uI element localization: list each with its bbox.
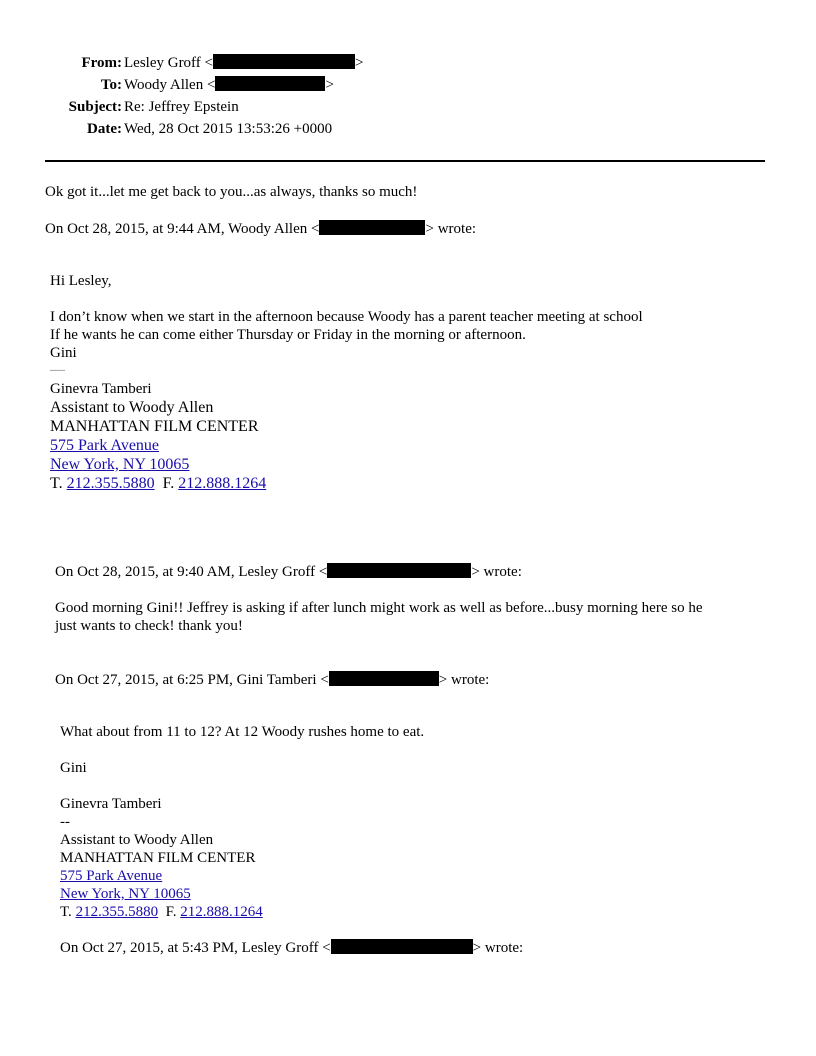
reply-body: Ok got it...let me get back to you...as always, thanks so much! — [45, 184, 418, 200]
signature-name: Ginevra Tamberi — [60, 796, 162, 812]
body-line: I don’t know when we start in the afternoon because Woody has a parent teacher meeting at school — [50, 309, 643, 325]
body-line: If he wants he can come either Thursday or Friday in the morning or afternoon. — [50, 327, 526, 343]
to-value: Woody Allen < > — [124, 77, 334, 93]
signoff: Gini — [50, 345, 77, 361]
subject-value: Re: Jeffrey Epstein — [124, 99, 239, 115]
wrote-text: wrote: — [483, 564, 522, 580]
tel-link[interactable]: 212.355.5880 — [66, 475, 155, 492]
signature-dash: -- — [60, 814, 70, 830]
subject-label: Subject: — [68, 99, 122, 115]
date-label: Date: — [87, 121, 122, 137]
fax-link[interactable]: 212.888.1264 — [180, 904, 263, 920]
date-value: Wed, 28 Oct 2015 13:53:26 +0000 — [124, 121, 333, 137]
quote-intro-text: On Oct 28, 2015, at 9:40 AM, Lesley Groff — [55, 564, 316, 580]
address-link-city[interactable]: New York, NY 10065 — [60, 886, 191, 902]
wrote-text: wrote: — [484, 940, 524, 956]
greeting: Hi Lesley, — [50, 273, 112, 289]
signature-title: Assistant to Woody Allen — [50, 399, 214, 416]
from-value: Lesley Groff < > — [124, 55, 364, 71]
signature-company: MANHATTAN FILM CENTER — [60, 850, 256, 866]
from-name: Lesley Groff — [124, 55, 201, 71]
tel-prefix: T. — [60, 904, 72, 920]
body-line: just wants to check! thank you! — [55, 618, 243, 634]
signature-name: Ginevra Tamberi — [50, 381, 152, 397]
quote-intro-2: On Oct 28, 2015, at 9:40 AM, Lesley Groff < > wrote: — [55, 564, 522, 580]
redaction-box — [213, 54, 355, 69]
wrote-text: wrote: — [437, 221, 477, 237]
signature-company: MANHATTAN FILM CENTER — [50, 418, 259, 435]
fax-link[interactable]: 212.888.1264 — [178, 475, 267, 492]
redaction-box — [319, 220, 425, 235]
quote-intro-text: On Oct 27, 2015, at 5:43 PM, Lesley Groff — [60, 940, 319, 956]
redaction-box — [327, 563, 471, 578]
signature-title: Assistant to Woody Allen — [60, 832, 214, 848]
redaction-box — [215, 76, 325, 91]
tel-prefix: T. — [50, 475, 63, 492]
phone-line — [60, 903, 263, 921]
tel-link[interactable]: 212.355.5880 — [75, 904, 159, 920]
quote-intro-1: On Oct 28, 2015, at 9:44 AM, Woody Allen < > wrote: — [45, 221, 477, 237]
signature-dash: — — [50, 362, 65, 378]
address-link-city[interactable]: New York, NY 10065 — [50, 456, 190, 473]
address-link-street[interactable]: 575 Park Avenue — [60, 868, 163, 884]
redaction-box — [331, 939, 473, 954]
body-line: Good morning Gini!! Jeffrey is asking if after lunch might work as well as before...busy morning here so he — [55, 600, 703, 616]
to-name: Woody Allen — [124, 77, 204, 93]
quote-intro-3: On Oct 27, 2015, at 6:25 PM, Gini Tamberi < > wrote: — [55, 672, 490, 688]
phone-line — [50, 474, 266, 493]
quote-intro-4: On Oct 27, 2015, at 5:43 PM, Lesley Groff < > wrote: — [60, 940, 524, 956]
quote-intro-text: On Oct 27, 2015, at 6:25 PM, Gini Tamberi — [55, 672, 317, 688]
fax-prefix: F. — [165, 904, 177, 920]
address-link-street[interactable]: 575 Park Avenue — [50, 437, 160, 454]
wrote-text: wrote: — [451, 672, 490, 688]
header-divider — [45, 160, 765, 162]
from-label: From: — [81, 55, 122, 71]
redaction-box — [329, 671, 439, 686]
quote-intro-text: On Oct 28, 2015, at 9:44 AM, Woody Allen — [45, 221, 308, 237]
fax-prefix: F. — [162, 475, 175, 492]
to-label: To: — [100, 77, 122, 93]
signoff: Gini — [60, 760, 87, 776]
body-line: What about from 11 to 12? At 12 Woody rushes home to eat. — [60, 724, 425, 740]
